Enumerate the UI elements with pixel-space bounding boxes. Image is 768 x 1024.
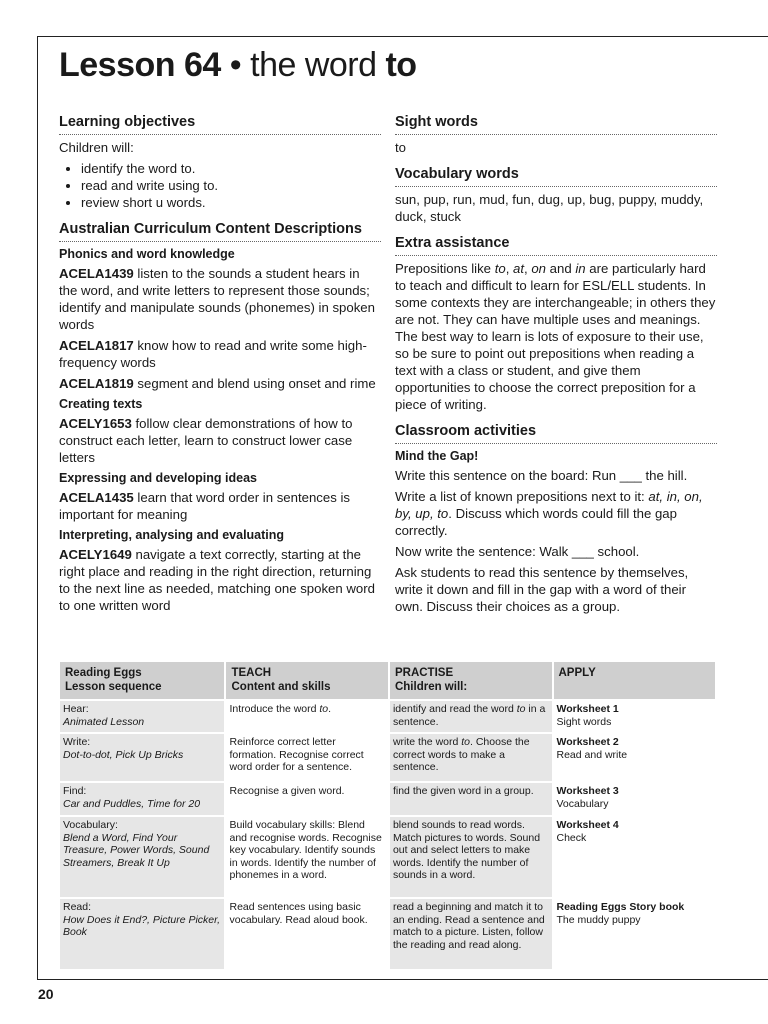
- curriculum-code: ACELA1435: [59, 490, 134, 505]
- practise-cell: identify and read the word to in a sentence.: [390, 701, 552, 732]
- apply-cell: Reading Eggs Story book The muddy puppy: [554, 899, 716, 969]
- title-main: the word: [250, 46, 386, 84]
- teach-cell: Recognise a given word.: [226, 783, 387, 815]
- sequence-cell: Find: Car and Puddles, Time for 20: [60, 783, 224, 815]
- teach-cell: Build vocabulary skills: Blend and recognise words. Recognise key vocabulary. Identify sounds in words. Identify the number of phonemes in a word.: [226, 817, 387, 897]
- apply-cell: Worksheet 1 Sight words: [554, 701, 716, 732]
- activity-step: Now write the sentence: Walk ___ school.: [395, 544, 640, 559]
- teach-cell: Introduce the word to.: [226, 701, 387, 732]
- title-word: to: [385, 46, 417, 84]
- classroom-activities: [395, 421, 717, 615]
- curriculum-entry: [59, 265, 381, 333]
- curriculum-text: navigate a text correctly, starting at the right place and reading in the right direction, returning to the next line as needed, matching one spoken word to one written word: [59, 547, 375, 613]
- table-header-row: [60, 662, 715, 699]
- apply-cell: Worksheet 2 Read and write: [554, 734, 716, 781]
- curriculum-entry: [59, 546, 381, 614]
- sequence-cell: Hear: Animated Lesson: [60, 701, 224, 732]
- curriculum-group-title: Expressing and developing ideas: [59, 471, 257, 485]
- practise-cell: write the word to. Choose the correct words to make a sentence.: [390, 734, 552, 781]
- learning-objectives: [59, 112, 381, 211]
- activity-step: Write a list of known prepositions next to it: at, in, on, by, up, to. Discuss which words could fill the gap correctly.: [395, 489, 703, 538]
- vocabulary-text: sun, pup, run, mud, fun, dug, up, bug, puppy, muddy, duck, stuck: [395, 192, 704, 224]
- curriculum-text: listen to the sounds a student hears in the word, and write letters to represent those sounds; identify and manipulate sounds (phonemes) in spoken words: [59, 266, 375, 332]
- title-bullet: •: [229, 46, 242, 84]
- apply-cell: Worksheet 4 Check: [554, 817, 716, 897]
- curriculum-text: segment and blend using onset and rime: [133, 376, 376, 391]
- curriculum-entry: [59, 375, 381, 392]
- curriculum-code: ACELA1819: [59, 376, 134, 391]
- table-row: [60, 817, 715, 897]
- curriculum-entry: [59, 489, 381, 523]
- left-column: [59, 112, 381, 622]
- activities-heading: Classroom activities: [395, 421, 717, 444]
- teach-cell: Read sentences using basic vocabulary. Read aloud book.: [226, 899, 387, 969]
- practise-cell: find the given word in a group.: [390, 783, 552, 815]
- activity-step: Ask students to read this sentence by themselves, write it down and fill in the gap with a word of their own. Discuss their choices as a group.: [395, 565, 689, 614]
- curriculum-code: ACELY1653: [59, 416, 132, 431]
- curriculum-code: ACELY1649: [59, 547, 132, 562]
- lesson-sequence-table: [58, 660, 717, 971]
- extra-assistance-text: Prepositions like to, at, on and in are particularly hard to teach and difficult to learn for ESL/ELL students. In some contexts they are interchangeable; in others they are not. They can have multiple uses and meanings. The best way to learn is lots of exposure to their use, so be sure to point out prepositions when reading a text with a class or student, and give them opportunities to choose the correct preposition for a piece of writing.: [395, 261, 716, 412]
- table-header: TEACH Content and skills: [226, 662, 387, 699]
- apply-cell: Worksheet 3 Vocabulary: [554, 783, 716, 815]
- table-row: [60, 701, 715, 732]
- vocabulary-words: [395, 164, 717, 225]
- curriculum-text: know how to read and write some high-frequency words: [59, 338, 367, 370]
- sequence-cell: Write: Dot-to-dot, Pick Up Bricks: [60, 734, 224, 781]
- curriculum-heading: Australian Curriculum Content Descriptions: [59, 219, 381, 242]
- table-header: PRACTISE Children will:: [390, 662, 552, 699]
- objective-item: • review short u words.: [81, 194, 381, 211]
- curriculum-section: [59, 219, 381, 614]
- curriculum-text: learn that word order in sentences is important for meaning: [59, 490, 351, 522]
- objective-item: • identify the word to.: [81, 160, 381, 177]
- curriculum-group-title: Creating texts: [59, 397, 143, 411]
- page-title: [59, 46, 417, 85]
- activity-step: Write this sentence on the board: Run ___ the hill.: [395, 468, 688, 483]
- table-header: Reading Eggs Lesson sequence: [60, 662, 224, 699]
- page-number: 20: [38, 986, 54, 1002]
- sequence-cell: Read: How Does it End?, Picture Picker, Book: [60, 899, 224, 969]
- practise-cell: read a beginning and match it to an ending. Read a sentence and match to a picture. Listen, follow the reading and read along.: [390, 899, 552, 969]
- extra-assistance: [395, 233, 717, 413]
- teach-cell: Reinforce correct letter formation. Recognise correct word order for a sentence.: [226, 734, 387, 781]
- curriculum-code: ACELA1817: [59, 338, 134, 353]
- objectives-intro: Children will:: [59, 140, 134, 155]
- lesson-number: Lesson 64: [59, 46, 221, 84]
- objectives-heading: Learning objectives: [59, 112, 381, 135]
- extra-assistance-heading: Extra assistance: [395, 233, 717, 256]
- sight-words: [395, 112, 717, 156]
- curriculum-entry: [59, 337, 381, 371]
- curriculum-group-title: Phonics and word knowledge: [59, 247, 235, 261]
- curriculum-code: ACELA1439: [59, 266, 134, 281]
- right-column: [395, 112, 717, 623]
- table-row: [60, 899, 715, 969]
- curriculum-text: follow clear demonstrations of how to construct each letter, learn to construct lower case letters: [59, 416, 353, 465]
- practise-cell: blend sounds to read words. Match pictures to words. Sound out and select letters to make words. Identify the number of sounds in a word.: [390, 817, 552, 897]
- table-row: [60, 734, 715, 781]
- curriculum-group-title: Interpreting, analysing and evaluating: [59, 528, 285, 542]
- objectives-list: [59, 160, 381, 211]
- sequence-cell: Vocabulary: Blend a Word, Find Your Treasure, Power Words, Sound Streamers, Break It Up: [60, 817, 224, 897]
- sight-words-heading: Sight words: [395, 112, 717, 135]
- activity-title: Mind the Gap!: [395, 449, 479, 463]
- table-header: APPLY: [554, 662, 716, 699]
- sight-words-text: to: [395, 140, 406, 155]
- objective-item: • read and write using to.: [81, 177, 381, 194]
- table-row: [60, 783, 715, 815]
- curriculum-entry: [59, 415, 381, 466]
- vocabulary-heading: Vocabulary words: [395, 164, 717, 187]
